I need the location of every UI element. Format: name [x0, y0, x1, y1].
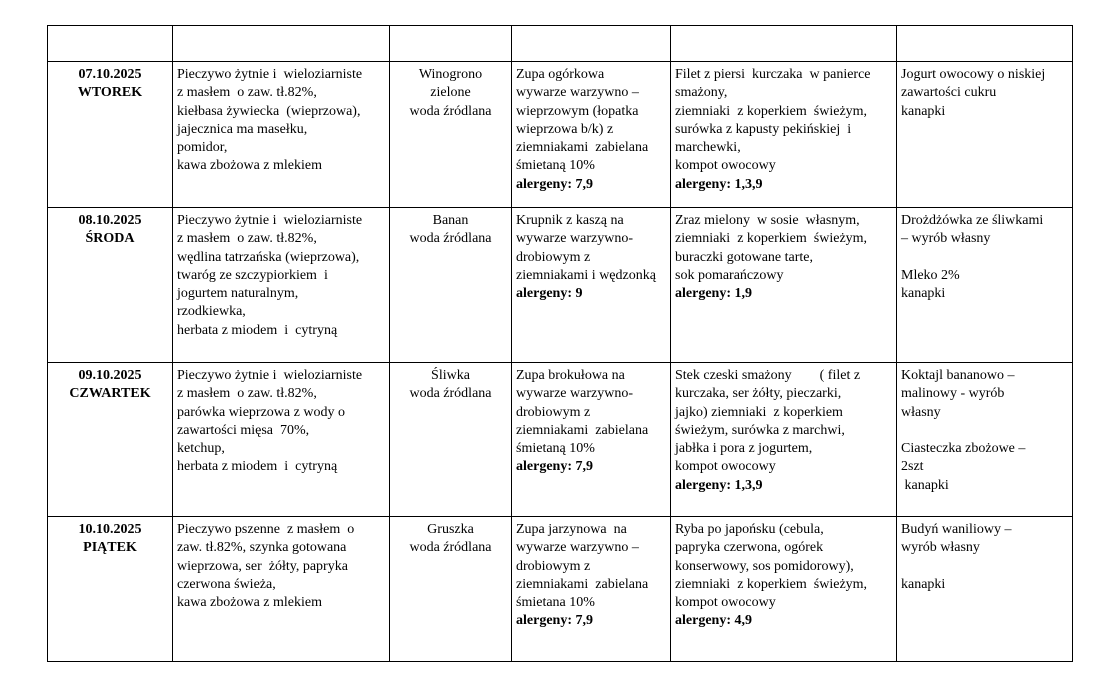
menu-line: kawa zbożowa z mlekiem	[177, 158, 322, 174]
breakfast-cell	[173, 62, 390, 208]
menu-line: ketchup,	[177, 441, 225, 457]
menu-line: Drożdżówka ze śliwkami	[901, 213, 1044, 228]
menu-line: buraczki gotowane tarte,	[675, 249, 813, 265]
menu-line: ziemniaki z koperkiem świeżym,	[675, 231, 868, 247]
day-cell	[48, 62, 173, 208]
menu-line	[901, 558, 1068, 576]
menu-line: woda źródlana	[409, 540, 492, 556]
day-row	[48, 62, 1073, 208]
menu-line: ziemniaki z koperkiem świeżym,	[675, 576, 868, 592]
main-allergens: alergeny: 4,9	[675, 613, 752, 629]
day-weekday: ŚRODA	[85, 231, 135, 247]
snack-cell	[390, 517, 512, 662]
menu-line: z masłem o zaw. tł.82%,	[177, 85, 317, 101]
header-row	[48, 26, 1073, 62]
menu-line: czerwona świeża,	[177, 576, 276, 592]
soup-cell	[512, 517, 671, 662]
day-date: 09.10.2025	[78, 368, 142, 383]
menu-line: pomidor,	[177, 140, 228, 156]
menu-line: śmietana 10%	[516, 595, 595, 611]
menu-line: Pieczywo żytnie i wieloziarniste	[177, 67, 363, 82]
menu-line: Pieczywo żytnie i wieloziarniste	[177, 368, 363, 383]
header-cell-snack	[390, 26, 512, 62]
header-cell-day	[48, 26, 173, 62]
snack-cell	[390, 363, 512, 517]
snack-cell	[390, 208, 512, 363]
breakfast-cell	[173, 517, 390, 662]
breakfast-cell	[173, 363, 390, 517]
menu-line: wieprzowym (łopatka	[516, 103, 639, 119]
menu-line: Zraz mielony w sosie własnym,	[675, 213, 860, 228]
day-cell	[48, 363, 173, 517]
menu-line: Zupa jarzynowa na	[516, 522, 627, 537]
menu-line: rzodkiewka,	[177, 304, 246, 320]
main-course-cell	[671, 62, 897, 208]
menu-line: świeżym, surówka z marchwi,	[675, 422, 845, 438]
afternoon-snack-cell	[897, 208, 1073, 363]
menu-line: kanapki	[901, 286, 946, 302]
menu-line: kompot owocowy	[675, 595, 776, 611]
day-weekday: CZWARTEK	[69, 386, 151, 402]
menu-line: drobiowym z	[516, 404, 591, 420]
menu-line	[901, 422, 1068, 440]
menu-line: Mleko 2%	[901, 267, 960, 283]
header-cell-main	[671, 26, 897, 62]
main-course-cell	[671, 363, 897, 517]
menu-line: ziemniakami zabielana	[516, 140, 649, 156]
main-course-cell	[671, 517, 897, 662]
menu-line	[901, 249, 1068, 267]
menu-line: kanapki	[901, 576, 946, 592]
menu-line: ziemniakami zabielana	[516, 576, 649, 592]
menu-line: wywarze warzywno –	[516, 85, 639, 101]
menu-line: Koktajl bananowo –	[901, 368, 1015, 383]
menu-line: jabłka i pora z jogurtem,	[675, 441, 813, 457]
day-row	[48, 517, 1073, 662]
menu-line: Ryba po japońsku (cebula,	[675, 522, 824, 537]
menu-line: wieprzowa b/k) z	[516, 121, 614, 137]
menu-line: z masłem o zaw. tł.82%,	[177, 231, 317, 247]
menu-line: papryka czerwona, ogórek	[675, 540, 824, 556]
menu-line: konserwowy, sos pomidorowy),	[675, 558, 854, 574]
menu-line: herbata z miodem i cytryną	[177, 322, 338, 338]
header-cell-afternoon	[897, 26, 1073, 62]
afternoon-snack-cell	[897, 62, 1073, 208]
menu-line: Budyń waniliowy –	[901, 522, 1012, 537]
menu-line: wywarze warzywno-	[516, 386, 633, 402]
menu-line: wędlina tatrzańska (wieprzowa),	[177, 249, 360, 265]
menu-line: jajecznica ma masełku,	[177, 121, 308, 137]
menu-line: jogurtem naturalnym,	[177, 286, 299, 302]
menu-line: wywarze warzywno –	[516, 540, 639, 556]
menu-line: zaw. tł.82%, szynka gotowana	[177, 540, 347, 556]
menu-line: kompot owocowy	[675, 158, 776, 174]
menu-line: Pieczywo pszenne z masłem o	[177, 522, 355, 537]
main-allergens: alergeny: 1,3,9	[675, 477, 763, 493]
menu-line: jajko) ziemniaki z koperkiem	[675, 404, 843, 420]
day-cell	[48, 517, 173, 662]
snack-cell	[390, 62, 512, 208]
main-course-cell	[671, 208, 897, 363]
menu-line: Śliwka	[431, 368, 470, 383]
menu-line: śmietaną 10%	[516, 158, 595, 174]
menu-line: drobiowym z	[516, 558, 591, 574]
menu-line: ziemniakami zabielana	[516, 422, 649, 438]
menu-line: herbata z miodem i cytryną	[177, 459, 338, 475]
header-cell-soup	[512, 26, 671, 62]
soup-allergens: alergeny: 7,9	[516, 176, 593, 192]
menu-line: Pieczywo żytnie i wieloziarniste	[177, 213, 363, 228]
main-allergens: alergeny: 1,3,9	[675, 176, 763, 192]
menu-line: Zupa brokułowa na	[516, 368, 625, 383]
soup-allergens: alergeny: 9	[516, 286, 583, 302]
menu-line: drobiowym z	[516, 249, 591, 265]
menu-line: Ciasteczka zbożowe –	[901, 441, 1026, 457]
menu-line: marchewki,	[675, 140, 741, 156]
menu-line: woda źródlana	[409, 231, 492, 247]
menu-line: twaróg ze szczypiorkiem i	[177, 267, 328, 283]
menu-line: z masłem o zaw. tł.82%,	[177, 386, 317, 402]
menu-line: własny	[901, 404, 941, 420]
soup-allergens: alergeny: 7,9	[516, 613, 593, 629]
menu-line: ziemniakami i wędzonką	[516, 267, 656, 283]
day-row	[48, 363, 1073, 517]
menu-line: Gruszka	[427, 522, 474, 537]
soup-cell	[512, 62, 671, 208]
afternoon-snack-cell	[897, 517, 1073, 662]
breakfast-cell	[173, 208, 390, 363]
day-date: 08.10.2025	[78, 213, 142, 228]
day-row	[48, 208, 1073, 363]
menu-line: smażony,	[675, 85, 728, 101]
menu-line: wieprzowa, ser żółty, papryka	[177, 558, 348, 574]
day-date: 10.10.2025	[78, 522, 142, 537]
menu-line: – wyrób własny	[901, 231, 991, 247]
menu-line: kurczaka, ser żółty, pieczarki,	[675, 386, 842, 402]
day-weekday: WTOREK	[77, 85, 143, 101]
menu-line: śmietaną 10%	[516, 441, 595, 457]
menu-line: Winogrono	[418, 67, 483, 82]
menu-line: surówka z kapusty pekińskiej i	[675, 121, 852, 137]
menu-line: Krupnik z kaszą na	[516, 213, 624, 228]
menu-line: 2szt	[901, 459, 924, 475]
menu-line: Stek czeski smażony ( filet z	[675, 368, 861, 383]
menu-line: sok pomarańczowy	[675, 267, 784, 283]
weekly-menu-table	[47, 25, 1073, 662]
afternoon-snack-cell	[897, 363, 1073, 517]
menu-line: kanapki	[901, 477, 949, 493]
menu-line: parówka wieprzowa z wody o	[177, 404, 345, 420]
menu-line: zawartości mięsa 70%,	[177, 422, 310, 438]
main-allergens: alergeny: 1,9	[675, 286, 752, 302]
menu-line: zawartości cukru	[901, 85, 997, 101]
menu-line: kiełbasa żywiecka (wieprzowa),	[177, 103, 361, 119]
menu-line: kawa zbożowa z mlekiem	[177, 595, 322, 611]
soup-allergens: alergeny: 7,9	[516, 459, 593, 475]
menu-line: ziemniaki z koperkiem świeżym,	[675, 103, 868, 119]
menu-line: kompot owocowy	[675, 459, 776, 475]
menu-line: wyrób własny	[901, 540, 980, 556]
menu-line: Zupa ogórkowa	[516, 67, 605, 82]
menu-line: woda źródlana	[409, 103, 492, 119]
menu-line: Filet z piersi kurczaka w panierce	[675, 67, 871, 82]
menu-line: woda źródlana	[409, 386, 492, 402]
menu-line: kanapki	[901, 103, 946, 119]
day-cell	[48, 208, 173, 363]
header-cell-breakfast	[173, 26, 390, 62]
menu-line: Jogurt owocowy o niskiej	[901, 67, 1046, 82]
day-weekday: PIĄTEK	[83, 540, 137, 556]
soup-cell	[512, 208, 671, 363]
menu-line: malinowy - wyrób	[901, 386, 1005, 402]
soup-cell	[512, 363, 671, 517]
menu-line: Banan	[432, 213, 469, 228]
menu-line: zielone	[430, 85, 471, 101]
day-date: 07.10.2025	[78, 67, 142, 82]
menu-line: wywarze warzywno-	[516, 231, 633, 247]
